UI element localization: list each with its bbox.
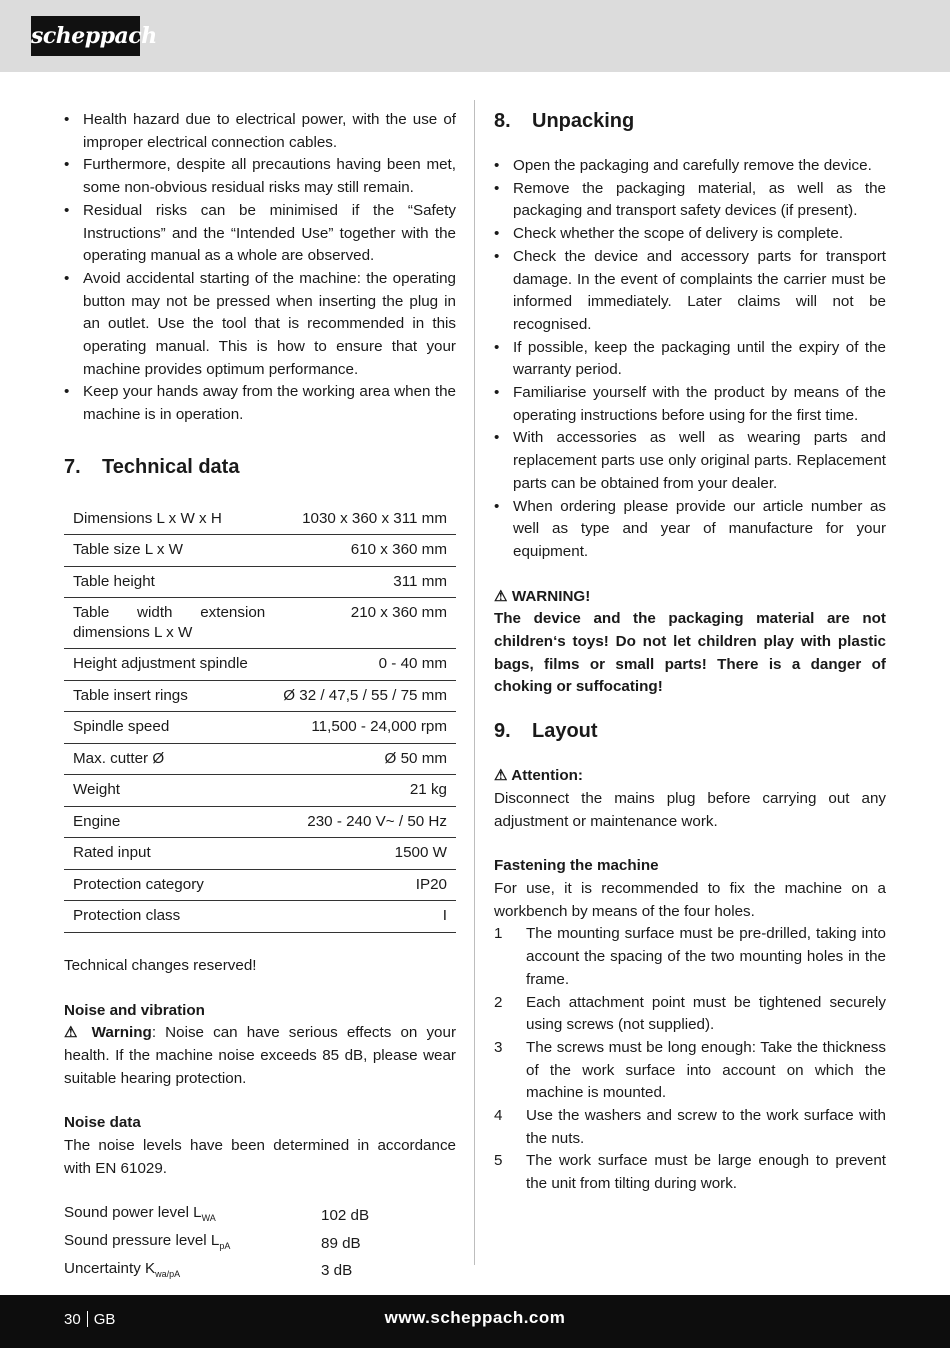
list-item: • When ordering please provide our article number as well as type and year of manufacture for your equipment. <box>494 496 886 564</box>
table-row <box>64 566 456 598</box>
level-subscript: wa/pA <box>155 1268 181 1279</box>
spec-label: Table size L x W <box>64 535 274 567</box>
step-text: Each attachment point must be tightened securely using screws (not supplied). <box>526 993 886 1034</box>
brand-logo: scheppach <box>31 16 140 56</box>
step-text: The work surface must be large enough to prevent the unit from tilting during work. <box>526 1152 886 1193</box>
section-heading-layout <box>494 719 886 743</box>
list-item: • Avoid accidental starting of the machine: the operating button may not be pressed when inserting the plug in an outlet. Use the tool that is recommended in this operating manual. This is how to ensure that your machine provides optimum performance. <box>64 268 456 382</box>
table-row <box>64 838 456 870</box>
residual-risk-list <box>64 109 456 427</box>
fastening-title: Fastening the machine <box>494 857 659 875</box>
spec-label: Table height <box>64 566 274 598</box>
spec-label: Height adjustment spindle <box>64 649 274 681</box>
table-row <box>64 712 456 744</box>
list-item <box>494 992 886 1037</box>
level-label-text: Sound pressure level L <box>64 1232 220 1250</box>
spec-label: Protection category <box>64 869 274 901</box>
list-item: • Open the packaging and carefully remove the device. <box>494 155 886 178</box>
level-subscript: WA <box>201 1213 216 1224</box>
list-item: • Furthermore, despite all precautions having been met, some non-obvious residual risks may still remain. <box>64 154 456 199</box>
spec-label: Engine <box>64 806 274 838</box>
spec-value: 230 - 240 V~ / 50 Hz <box>274 806 456 838</box>
spec-label: Dimensions L x W x H <box>64 504 274 535</box>
header-bar <box>0 0 950 72</box>
step-text: Use the washers and screw to the work surface with the nuts. <box>526 1107 886 1147</box>
spec-value: 1500 W <box>274 838 456 870</box>
spec-value: 210 x 360 mm <box>274 598 456 649</box>
list-item <box>494 1037 886 1105</box>
level-label <box>64 1202 321 1230</box>
spec-label: Max. cutter Ø <box>64 743 274 775</box>
warning-text: : Noise can have serious effects on your health. If the machine noise exceeds 85 dB, please wear suitable hearing protection. <box>64 1024 457 1087</box>
table-row <box>64 901 456 933</box>
step-number: 4 <box>494 1107 503 1125</box>
step-text: The screws must be long enough: Take the thickness of the work surface into account on which the machine is mounted. <box>526 1038 886 1102</box>
level-label <box>64 1230 321 1258</box>
table-row <box>64 743 456 775</box>
column-divider <box>474 100 475 1265</box>
attention-text: Disconnect the mains plug before carrying out any adjustment or maintenance work. <box>494 789 886 830</box>
warning-label: ⚠ Warning <box>64 1024 152 1042</box>
fastening-text: For use, it is recommended to fix the machine on a workbench by means of the four holes. <box>494 879 886 920</box>
step-number: 1 <box>494 925 503 943</box>
technical-data-table <box>64 504 456 933</box>
section-title: Technical data <box>102 455 240 478</box>
page-number: 30 <box>64 1311 81 1328</box>
spec-label: Rated input <box>64 838 274 870</box>
table-row <box>64 806 456 838</box>
table-row <box>64 869 456 901</box>
spec-label: Spindle speed <box>64 712 274 744</box>
spec-value: I <box>274 901 456 933</box>
step-text: The mounting surface must be pre-drilled, taking into account the spacing of the two mounting holes in the frame. <box>526 925 886 988</box>
table-row <box>64 1258 456 1286</box>
list-item <box>494 1150 886 1195</box>
list-item: • Keep your hands away from the working area when the machine is in operation. <box>64 381 456 426</box>
noise-data-title: Noise data <box>64 1114 141 1132</box>
level-subscript: pA <box>219 1241 231 1252</box>
table-row <box>64 775 456 807</box>
list-item: • Remove the packaging material, as well as the packaging and transport safety devices (if present). <box>494 178 886 223</box>
spec-label: Protection class <box>64 901 274 933</box>
spec-value: Ø 32 / 47,5 / 55 / 75 mm <box>274 680 456 712</box>
table-row <box>64 535 456 567</box>
list-item <box>494 1105 886 1150</box>
right-column <box>494 109 886 1196</box>
list-item: • Residual risks can be minimised if the “Safety Instructions” and the “Intended Use” together with the operating manual as a whole are observed. <box>64 200 456 268</box>
section-title: Unpacking <box>532 110 635 132</box>
table-row <box>64 504 456 535</box>
warning-text: The device and the packaging material are not children‘s toys! Do not let children play with plastic bags, films or small parts! There is a danger of choking or suffocating! <box>494 610 886 696</box>
spec-value: 610 x 360 mm <box>274 535 456 567</box>
table-row <box>64 649 456 681</box>
website-link[interactable]: www.scheppach.com <box>384 1308 566 1327</box>
left-column <box>64 109 456 1286</box>
attention-title: ⚠ Attention: <box>494 767 583 785</box>
level-value: 102 dB <box>321 1206 370 1224</box>
section-number: 7. <box>64 455 81 478</box>
spec-value: 0 - 40 mm <box>274 649 456 681</box>
section-title: Layout <box>532 720 598 743</box>
table-row <box>64 1202 456 1230</box>
section-heading-technical-data <box>64 455 456 479</box>
noise-data-text: The noise levels have been determined in accordance with EN 61029. <box>64 1137 456 1177</box>
level-label-text: Sound power level L <box>64 1204 202 1222</box>
list-item <box>494 923 886 991</box>
table-row <box>64 680 456 712</box>
section-number: 8. <box>494 110 511 132</box>
spec-value: 21 kg <box>274 775 456 807</box>
fastening-steps <box>494 923 886 1195</box>
noise-vibration-title: Noise and vibration <box>64 1001 205 1019</box>
section-heading-unpacking <box>494 109 886 133</box>
section-number: 9. <box>494 720 511 743</box>
list-item: • Health hazard due to electrical power, with the use of improper electrical connection cables. <box>64 109 456 154</box>
spec-value: 11,500 - 24,000 rpm <box>274 712 456 744</box>
step-number: 5 <box>494 1152 503 1170</box>
list-item: • With accessories as well as wearing parts and replacement parts use only original parts. Replacement parts can be obtained from your dealer. <box>494 427 886 495</box>
spec-value: IP20 <box>274 869 456 901</box>
level-label-text: Uncertainty K <box>64 1259 156 1277</box>
table-row <box>64 1230 456 1258</box>
spec-label: Table insert rings <box>64 680 274 712</box>
warning-title: ⚠ WARNING! <box>494 587 591 605</box>
step-number: 3 <box>494 1038 503 1056</box>
language-code: GB <box>93 1311 116 1328</box>
list-item: • Check the device and accessory parts for transport damage. In the event of complaints the carrier must be informed immediately. Later claims will not be recognised. <box>494 246 886 337</box>
list-item: • If possible, keep the packaging until the expiry of the warranty period. <box>494 337 886 382</box>
table-row <box>64 598 456 649</box>
list-item: • Check whether the scope of delivery is complete. <box>494 223 886 246</box>
level-value: 3 dB <box>321 1262 353 1280</box>
spec-label: Weight <box>64 775 274 807</box>
noise-levels-table <box>64 1202 456 1285</box>
level-value: 89 dB <box>321 1234 361 1252</box>
spec-value: 1030 x 360 x 311 mm <box>274 504 456 535</box>
footer-bar <box>0 1295 950 1348</box>
spec-label: Table width extension dimensions L x W <box>64 598 274 649</box>
tech-note: Technical changes reserved! <box>64 956 257 974</box>
level-label <box>64 1258 321 1286</box>
unpacking-list <box>494 155 886 564</box>
list-item: • Familiarise yourself with the product by means of the operating instructions before using for the first time. <box>494 382 886 427</box>
noise-warning <box>64 1022 456 1090</box>
spec-value: Ø 50 mm <box>274 743 456 775</box>
step-number: 2 <box>494 993 503 1011</box>
spec-value: 311 mm <box>274 566 456 598</box>
